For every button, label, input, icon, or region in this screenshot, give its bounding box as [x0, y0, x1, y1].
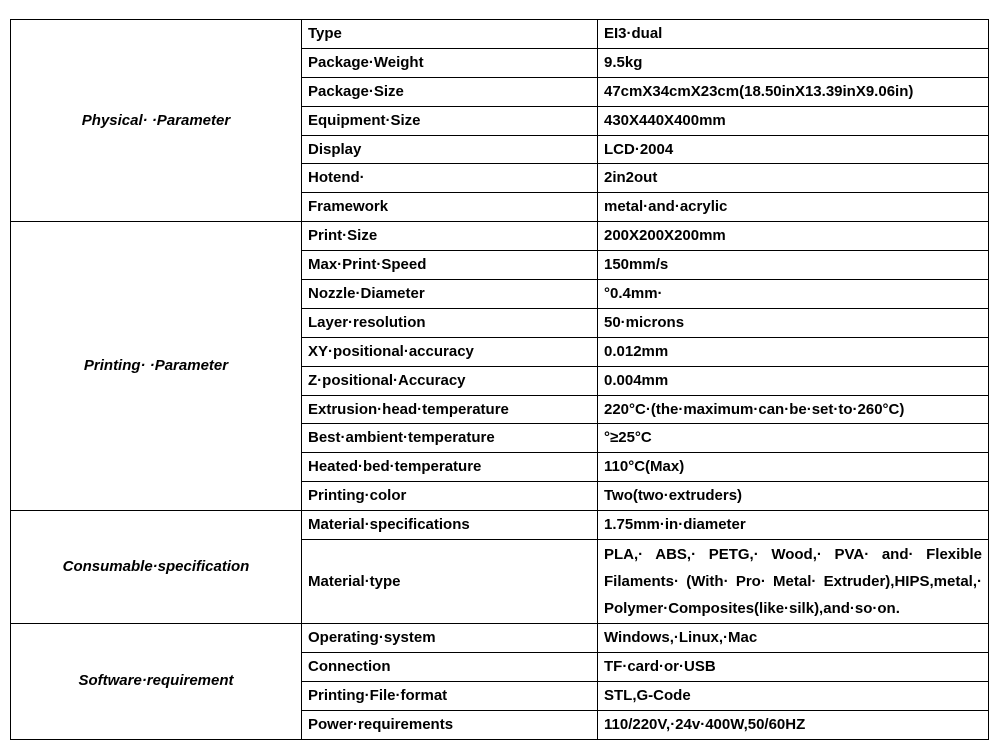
row-label: Best·ambient·temperature: [302, 424, 598, 453]
row-value: 150mm/s: [598, 251, 989, 280]
row-label: Type: [302, 20, 598, 49]
table-row: [11, 624, 989, 653]
row-label: Printing·color: [302, 482, 598, 511]
group-title: Software·requirement: [11, 624, 302, 740]
row-label: Nozzle·Diameter: [302, 280, 598, 309]
row-label: Extrusion·head·temperature: [302, 395, 598, 424]
row-label: Operating·system: [302, 624, 598, 653]
row-label: Package·Size: [302, 77, 598, 106]
row-value: EI3·dual: [598, 20, 989, 49]
row-label: Layer·resolution: [302, 308, 598, 337]
row-value: 47cmX34cmX23cm(18.50inX13.39inX9.06in): [598, 77, 989, 106]
row-value: 220°C·(the·maximum·can·be·set·to·260°C): [598, 395, 989, 424]
row-label: Material·type: [302, 540, 598, 624]
row-value: LCD·2004: [598, 135, 989, 164]
table-row: [11, 20, 989, 49]
row-label: Power·requirements: [302, 710, 598, 739]
row-label: Heated·bed·temperature: [302, 453, 598, 482]
row-value: Windows,·Linux,·Mac: [598, 624, 989, 653]
row-label: Max·Print·Speed: [302, 251, 598, 280]
row-value: metal·and·acrylic: [598, 193, 989, 222]
row-value: 0.012mm: [598, 337, 989, 366]
row-value: 9.5kg: [598, 48, 989, 77]
row-value: 110/220V,·24v·400W,50/60HZ: [598, 710, 989, 739]
row-value: 110°C(Max): [598, 453, 989, 482]
row-label: Framework: [302, 193, 598, 222]
row-value: 50·microns: [598, 308, 989, 337]
row-value: 430X440X400mm: [598, 106, 989, 135]
row-label: Equipment·Size: [302, 106, 598, 135]
group-title: Consumable·specification: [11, 511, 302, 624]
spec-table-body: [11, 20, 989, 740]
row-value: °0.4mm·: [598, 280, 989, 309]
row-value: °≥25°C: [598, 424, 989, 453]
row-label: Material·specifications: [302, 511, 598, 540]
row-value: 200X200X200mm: [598, 222, 989, 251]
row-label: Print·Size: [302, 222, 598, 251]
row-label: XY·positional·accuracy: [302, 337, 598, 366]
table-row: [11, 511, 989, 540]
row-value: PLA,· ABS,· PETG,· Wood,· PVA· and· Flexible Filaments· (With· Pro· Metal· Extruder),HIPS,metal,· Polymer·Composites(like·silk),and·so·on.: [598, 540, 989, 624]
spec-table: [10, 19, 989, 740]
row-label: Printing·File·format: [302, 681, 598, 710]
row-label: Z·positional·Accuracy: [302, 366, 598, 395]
row-label: Display: [302, 135, 598, 164]
row-value: STL,G-Code: [598, 681, 989, 710]
group-title: Printing· ·Parameter: [11, 222, 302, 511]
row-value: Two(two·extruders): [598, 482, 989, 511]
row-label: Connection: [302, 652, 598, 681]
group-title: Physical· ·Parameter: [11, 20, 302, 222]
row-label: Hotend·: [302, 164, 598, 193]
row-value: TF·card·or·USB: [598, 652, 989, 681]
table-row: [11, 222, 989, 251]
row-value: 0.004mm: [598, 366, 989, 395]
row-label: Package·Weight: [302, 48, 598, 77]
row-value: 2in2out: [598, 164, 989, 193]
row-value: 1.75mm·in·diameter: [598, 511, 989, 540]
